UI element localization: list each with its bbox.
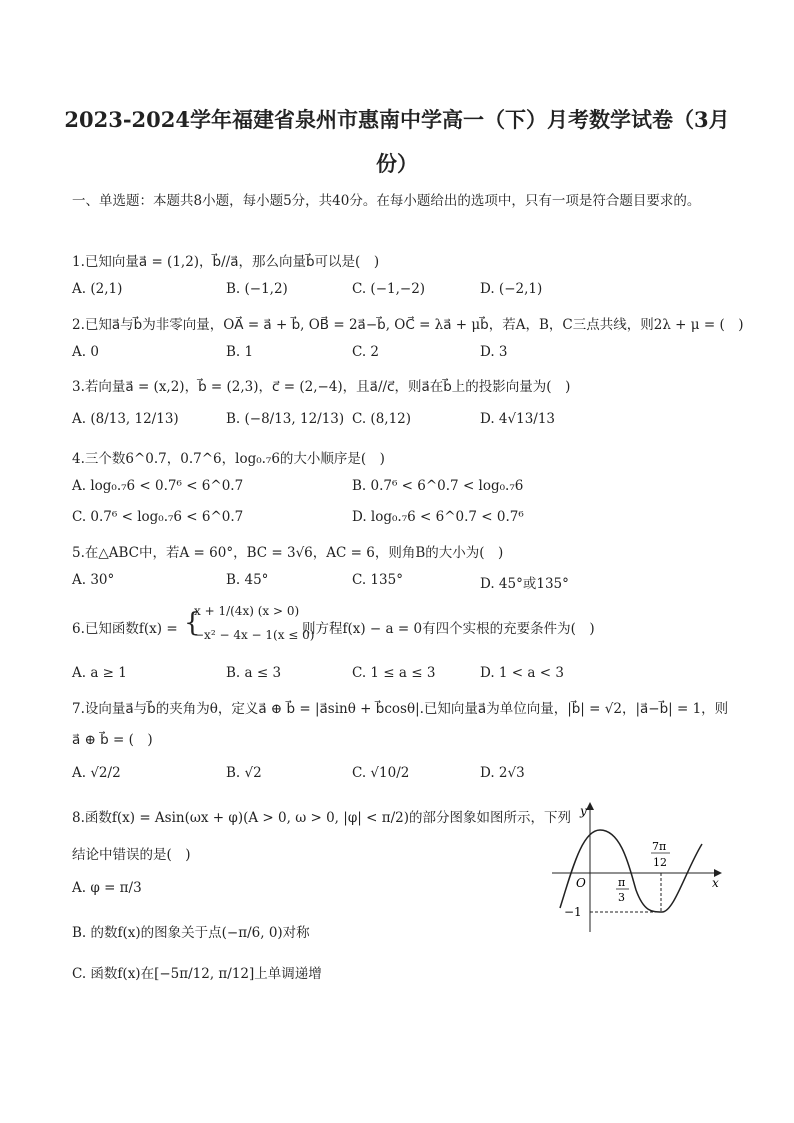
q4-option-b: B. 0.7⁶ < 6^0.7 < log₀.₇6 — [352, 478, 524, 494]
q8-option-a: A. φ = π/3 — [72, 880, 142, 896]
sine-graph-figure — [550, 800, 730, 940]
q2-option-a: A. 0 — [72, 344, 99, 360]
q1-option-b: B. (−1,2) — [226, 281, 288, 297]
q3-option-d: D. 4√13/13 — [480, 411, 556, 427]
q7-option-b: B. √2 — [226, 765, 262, 781]
sine-curve — [560, 830, 702, 912]
question-1-stem: 1.已知向量a⃗ = (1,2)，b⃗//a⃗，那么向量b⃗可以是( ) — [72, 254, 380, 270]
label-7pi-num: 7π — [652, 840, 667, 853]
q7-option-c: C. √10/2 — [352, 765, 410, 781]
q2-option-d: D. 3 — [480, 344, 508, 360]
q6-case-1: x + 1/(4x) (x > 0) — [194, 604, 300, 618]
label-minus-one: −1 — [564, 905, 582, 919]
label-pi-den: 3 — [618, 891, 625, 904]
q7-option-d: D. 2√3 — [480, 765, 525, 781]
q1-option-a: A. (2,1) — [72, 281, 123, 297]
q1-option-c: C. (−1,−2) — [352, 281, 426, 297]
q5-option-d: D. 45°或135° — [480, 576, 569, 592]
q6-case-2: −x² − 4x − 1(x ≤ 0) — [194, 628, 315, 642]
label-7pi-den: 12 — [653, 856, 667, 869]
q3-option-c: C. (8,12) — [352, 411, 412, 427]
page-title: 2023-2024学年福建省泉州市惠南中学高一（下）月考数学试卷（3月份） — [64, 107, 730, 176]
q4-option-d: D. log₀.₇6 < 6^0.7 < 0.7⁶ — [352, 509, 524, 525]
q6-option-c: C. 1 ≤ a ≤ 3 — [352, 665, 436, 681]
question-6-stem-pre: 6.已知函数f(x) = — [72, 621, 178, 637]
question-7-stem-line1: 7.设向量a⃗与b⃗的夹角为θ，定义a⃗ ⊕ b⃗ = |a⃗sinθ + b⃗cosθ|.已知向量a⃗为单位向量，|b⃗| = √2，|a⃗−b⃗| = 1，则 — [72, 701, 729, 717]
q8-option-c: C. 函数f(x)在[−5π/12, π/12]上单调递增 — [72, 966, 322, 982]
q7-option-a: A. √2/2 — [72, 765, 121, 781]
q6-option-a: A. a ≥ 1 — [72, 665, 127, 681]
question-2-stem: 2.已知a⃗与b⃗为非零向量，OA⃗ = a⃗ + b⃗, OB⃗ = 2a⃗−b⃗, OC⃗ = λa⃗ + μb⃗，若A，B，C三点共线，则2λ + μ = ( ) — [72, 317, 744, 333]
x-axis-label: x — [712, 876, 719, 890]
question-6-stem-post: 则方程f(x) − a = 0有四个实根的充要条件为( ) — [302, 621, 595, 637]
q5-option-b: B. 45° — [226, 572, 269, 588]
q5-option-a: A. 30° — [72, 572, 115, 588]
y-axis-label: y — [580, 804, 587, 818]
question-5-stem: 5.在△ABC中，若A = 60°，BC = 3√6，AC = 6，则角B的大小为( ) — [72, 545, 504, 561]
question-8-stem-line1: 8.函数f(x) = Asin(ωx + φ)(A > 0, ω > 0, |φ| < π/2)的部分图象如图所示，下列 — [72, 810, 571, 826]
q6-option-d: D. 1 < a < 3 — [480, 665, 564, 681]
q1-option-d: D. (−2,1) — [480, 281, 543, 297]
origin-label: O — [576, 876, 586, 890]
question-3-stem: 3.若向量a⃗ = (x,2)，b⃗ = (2,3)，c⃗ = (2,−4)，且a⃗//c⃗，则a⃗在b⃗上的投影向量为( ) — [72, 379, 571, 395]
label-pi-num: π — [618, 876, 626, 889]
q3-option-b: B. (−8/13, 12/13) — [226, 411, 345, 427]
q5-option-c: C. 135° — [352, 572, 403, 588]
q4-option-c: C. 0.7⁶ < log₀.₇6 < 6^0.7 — [72, 509, 244, 525]
q2-option-b: B. 1 — [226, 344, 254, 360]
q2-option-c: C. 2 — [352, 344, 380, 360]
question-8-stem-line2: 结论中错误的是( ) — [72, 847, 191, 863]
question-4-stem: 4.三个数6^0.7，0.7^6，log₀.₇6的大小顺序是( ) — [72, 451, 385, 467]
question-7-stem-line2: a⃗ ⊕ b⃗ = ( ) — [72, 732, 153, 748]
piecewise-brace: { — [184, 608, 201, 638]
q6-option-b: B. a ≤ 3 — [226, 665, 282, 681]
q8-option-b: B. 的数f(x)的图象关于点(−π/6, 0)对称 — [72, 925, 310, 941]
q4-option-a: A. log₀.₇6 < 0.7⁶ < 6^0.7 — [72, 478, 244, 494]
section-heading: 一、单选题：本题共8小题，每小题5分，共40分。在每小题给出的选项中，只有一项是符合题目要求的。 — [72, 193, 701, 209]
q3-option-a: A. (8/13, 12/13) — [72, 411, 179, 427]
